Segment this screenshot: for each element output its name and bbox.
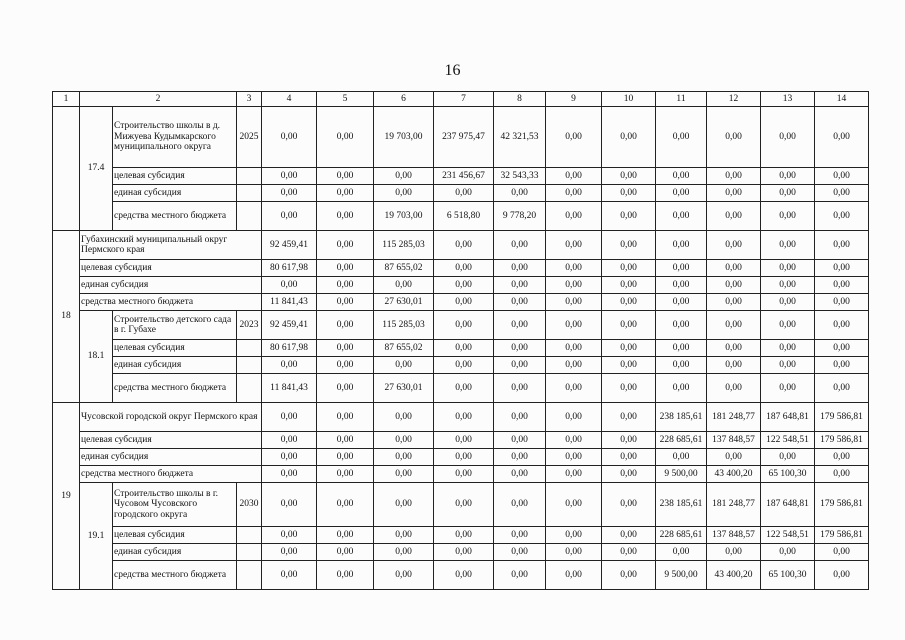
value-cell: 0,00 [546,311,602,340]
value-cell: 0,00 [602,231,656,260]
project-row [53,107,869,168]
value-cell: 0,00 [761,340,815,357]
group-number: 18 [53,231,80,403]
value-cell: 0,00 [374,561,434,590]
value-cell: 0,00 [656,374,707,403]
value-cell: 0,00 [546,202,602,231]
value-cell: 0,00 [761,231,815,260]
project-name: Строительство школы в д. Мижуева Кудымкарского муниципального округа [113,107,237,168]
value-cell: 0,00 [317,483,374,527]
value-cell: 0,00 [374,277,434,294]
value-cell: 181 248,77 [707,403,761,432]
value-cell: 0,00 [707,340,761,357]
funding-row [53,561,869,590]
value-cell: 0,00 [602,294,656,311]
value-cell: 0,00 [434,374,494,403]
value-cell: 228 685,61 [656,527,707,544]
value-cell: 0,00 [262,449,317,466]
value-cell: 0,00 [494,527,546,544]
value-cell: 0,00 [815,294,869,311]
value-cell: 0,00 [317,185,374,202]
column-header-13: 13 [761,92,815,107]
value-cell: 0,00 [434,544,494,561]
value-cell: 87 655,02 [374,260,434,277]
funding-label: единая субсидия [113,357,237,374]
value-cell: 238 185,61 [656,483,707,527]
value-cell: 27 630,01 [374,294,434,311]
value-cell: 0,00 [761,357,815,374]
funding-label: единая субсидия [113,544,237,561]
value-cell: 0,00 [374,544,434,561]
value-cell: 0,00 [546,374,602,403]
value-cell: 0,00 [656,311,707,340]
column-header-2: 2 [80,92,237,107]
project-year: 2023 [237,311,262,340]
municipality-row [53,403,869,432]
municipality-name: Чусовской городской округ Пермского края [80,403,262,432]
value-cell: 0,00 [494,466,546,483]
value-cell: 0,00 [434,432,494,449]
value-cell: 0,00 [494,374,546,403]
group-number [53,107,80,231]
value-cell: 0,00 [707,294,761,311]
project-year: 2030 [237,483,262,527]
value-cell: 0,00 [262,357,317,374]
value-cell: 0,00 [434,357,494,374]
value-cell: 0,00 [815,561,869,590]
value-cell: 0,00 [602,357,656,374]
funding-row [53,260,869,277]
funding-row [53,357,869,374]
project-code: 18.1 [80,311,113,403]
value-cell: 0,00 [494,260,546,277]
value-cell: 0,00 [656,294,707,311]
value-cell: 115 285,03 [374,311,434,340]
value-cell: 0,00 [707,449,761,466]
value-cell: 0,00 [546,260,602,277]
value-cell: 0,00 [262,527,317,544]
value-cell: 0,00 [815,449,869,466]
funding-row [53,466,869,483]
value-cell: 0,00 [761,185,815,202]
value-cell: 228 685,61 [656,432,707,449]
funding-label: средства местного бюджета [113,202,237,231]
year-cell [237,544,262,561]
value-cell: 0,00 [546,527,602,544]
group-number: 19 [53,403,80,590]
column-header-3: 3 [237,92,262,107]
value-cell: 92 459,41 [262,311,317,340]
value-cell: 0,00 [656,357,707,374]
value-cell: 0,00 [602,202,656,231]
value-cell: 0,00 [815,340,869,357]
value-cell: 0,00 [656,260,707,277]
column-header-1: 1 [53,92,80,107]
value-cell: 238 185,61 [656,403,707,432]
value-cell: 0,00 [434,403,494,432]
value-cell: 80 617,98 [262,340,317,357]
value-cell: 11 841,43 [262,294,317,311]
value-cell: 0,00 [656,202,707,231]
value-cell: 0,00 [434,294,494,311]
value-cell: 0,00 [707,311,761,340]
value-cell: 0,00 [602,403,656,432]
page-number: 16 [444,62,461,79]
value-cell: 0,00 [494,231,546,260]
value-cell: 0,00 [434,277,494,294]
value-cell: 0,00 [815,374,869,403]
value-cell: 0,00 [707,357,761,374]
value-cell: 0,00 [434,449,494,466]
value-cell: 0,00 [546,561,602,590]
value-cell: 0,00 [317,202,374,231]
value-cell: 0,00 [374,357,434,374]
value-cell: 0,00 [374,168,434,185]
value-cell: 0,00 [546,168,602,185]
value-cell: 0,00 [656,185,707,202]
year-cell [237,374,262,403]
year-cell [237,168,262,185]
value-cell: 0,00 [434,561,494,590]
value-cell: 0,00 [262,544,317,561]
budget-table [52,91,869,590]
value-cell: 0,00 [494,357,546,374]
value-cell: 0,00 [546,544,602,561]
funding-row [53,527,869,544]
year-cell [237,527,262,544]
value-cell: 0,00 [761,294,815,311]
funding-label: целевая субсидия [80,260,262,277]
value-cell: 27 630,01 [374,374,434,403]
project-code: 19.1 [80,483,113,590]
value-cell: 0,00 [656,168,707,185]
value-cell: 187 648,81 [761,403,815,432]
value-cell: 0,00 [761,544,815,561]
funding-row [53,432,869,449]
value-cell: 0,00 [317,340,374,357]
column-header-6: 6 [374,92,434,107]
value-cell: 11 841,43 [262,374,317,403]
value-cell: 0,00 [434,466,494,483]
value-cell: 0,00 [815,107,869,168]
value-cell: 0,00 [317,107,374,168]
value-cell: 0,00 [815,277,869,294]
value-cell: 0,00 [262,483,317,527]
value-cell: 179 586,81 [815,483,869,527]
value-cell: 0,00 [602,107,656,168]
value-cell: 0,00 [262,561,317,590]
value-cell: 187 648,81 [761,483,815,527]
value-cell: 0,00 [815,185,869,202]
value-cell: 0,00 [546,357,602,374]
funding-label: целевая субсидия [113,168,237,185]
value-cell: 0,00 [546,294,602,311]
municipality-name: Губахинский муниципальный округ Пермского края [80,231,262,260]
value-cell: 0,00 [546,403,602,432]
funding-label: единая субсидия [113,185,237,202]
value-cell: 0,00 [815,168,869,185]
funding-row [53,202,869,231]
value-cell: 0,00 [494,185,546,202]
value-cell: 80 617,98 [262,260,317,277]
value-cell: 0,00 [262,168,317,185]
value-cell: 0,00 [374,527,434,544]
year-cell [237,340,262,357]
value-cell: 0,00 [707,202,761,231]
value-cell: 0,00 [494,294,546,311]
value-cell: 0,00 [434,527,494,544]
value-cell: 0,00 [707,260,761,277]
column-header-4: 4 [262,92,317,107]
value-cell: 0,00 [602,340,656,357]
value-cell: 0,00 [434,231,494,260]
value-cell: 0,00 [815,466,869,483]
value-cell: 0,00 [815,231,869,260]
year-cell [237,357,262,374]
value-cell: 0,00 [602,483,656,527]
value-cell: 0,00 [707,277,761,294]
column-header-12: 12 [707,92,761,107]
value-cell: 0,00 [317,277,374,294]
column-header-5: 5 [317,92,374,107]
value-cell: 179 586,81 [815,403,869,432]
project-name: Строительство школы в г. Чусовом Чусовского городского округа [113,483,237,527]
value-cell: 0,00 [494,483,546,527]
value-cell: 32 543,33 [494,168,546,185]
value-cell: 0,00 [602,374,656,403]
value-cell: 0,00 [374,466,434,483]
value-cell: 0,00 [434,340,494,357]
value-cell: 0,00 [434,311,494,340]
project-row [53,483,869,527]
funding-row [53,277,869,294]
value-cell: 0,00 [317,168,374,185]
value-cell: 0,00 [602,260,656,277]
value-cell: 122 548,51 [761,432,815,449]
value-cell: 0,00 [262,277,317,294]
value-cell: 0,00 [707,107,761,168]
value-cell: 0,00 [707,231,761,260]
value-cell: 6 518,80 [434,202,494,231]
value-cell: 0,00 [707,168,761,185]
value-cell: 0,00 [656,449,707,466]
value-cell: 19 703,00 [374,202,434,231]
value-cell: 0,00 [262,466,317,483]
value-cell: 43 400,20 [707,466,761,483]
value-cell: 0,00 [434,260,494,277]
project-row [53,311,869,340]
funding-row [53,544,869,561]
value-cell: 87 655,02 [374,340,434,357]
value-cell: 65 100,30 [761,466,815,483]
value-cell: 0,00 [317,561,374,590]
value-cell: 0,00 [707,185,761,202]
value-cell: 0,00 [761,168,815,185]
value-cell: 0,00 [602,311,656,340]
project-year: 2025 [237,107,262,168]
value-cell: 0,00 [656,277,707,294]
value-cell: 9 778,20 [494,202,546,231]
value-cell: 0,00 [546,185,602,202]
value-cell: 122 548,51 [761,527,815,544]
year-cell [237,185,262,202]
funding-label: единая субсидия [80,277,262,294]
funding-row [53,449,869,466]
value-cell: 0,00 [602,561,656,590]
value-cell: 0,00 [262,202,317,231]
value-cell: 0,00 [546,277,602,294]
value-cell: 0,00 [656,107,707,168]
value-cell: 0,00 [494,449,546,466]
value-cell: 0,00 [602,466,656,483]
value-cell: 65 100,30 [761,561,815,590]
column-header-14: 14 [815,92,869,107]
value-cell: 179 586,81 [815,432,869,449]
value-cell: 0,00 [602,432,656,449]
funding-label: средства местного бюджета [113,374,237,403]
value-cell: 0,00 [317,294,374,311]
value-cell: 0,00 [317,260,374,277]
value-cell: 0,00 [707,374,761,403]
value-cell: 0,00 [317,432,374,449]
value-cell: 19 703,00 [374,107,434,168]
value-cell: 0,00 [546,340,602,357]
funding-row [53,374,869,403]
value-cell: 0,00 [815,311,869,340]
header-row [53,92,869,107]
column-header-9: 9 [546,92,602,107]
project-code: 17.4 [80,107,113,231]
funding-label: целевая субсидия [113,527,237,544]
value-cell: 0,00 [374,432,434,449]
value-cell: 0,00 [815,260,869,277]
funding-row [53,294,869,311]
municipality-row [53,231,869,260]
value-cell: 0,00 [602,449,656,466]
value-cell: 0,00 [602,168,656,185]
value-cell: 0,00 [602,185,656,202]
funding-label: средства местного бюджета [80,294,262,311]
value-cell: 115 285,03 [374,231,434,260]
column-header-8: 8 [494,92,546,107]
value-cell: 0,00 [317,527,374,544]
funding-row [53,185,869,202]
value-cell: 0,00 [761,202,815,231]
value-cell: 0,00 [317,357,374,374]
value-cell: 0,00 [262,403,317,432]
funding-row [53,340,869,357]
project-name: Строительство детского сада в г. Губахе [113,311,237,340]
value-cell: 0,00 [434,483,494,527]
value-cell: 0,00 [761,374,815,403]
value-cell: 0,00 [815,357,869,374]
value-cell: 0,00 [317,466,374,483]
value-cell: 0,00 [546,231,602,260]
value-cell: 181 248,77 [707,483,761,527]
column-header-11: 11 [656,92,707,107]
value-cell: 0,00 [494,432,546,449]
value-cell: 231 456,67 [434,168,494,185]
value-cell: 0,00 [546,466,602,483]
value-cell: 0,00 [656,231,707,260]
value-cell: 0,00 [602,544,656,561]
value-cell: 43 400,20 [707,561,761,590]
value-cell: 42 321,53 [494,107,546,168]
funding-label: средства местного бюджета [80,466,262,483]
funding-label: средства местного бюджета [113,561,237,590]
value-cell: 0,00 [602,277,656,294]
value-cell: 9 500,00 [656,466,707,483]
value-cell: 0,00 [761,107,815,168]
value-cell: 0,00 [494,311,546,340]
value-cell: 0,00 [494,544,546,561]
value-cell: 0,00 [815,544,869,561]
year-cell [237,202,262,231]
year-cell [237,561,262,590]
column-header-7: 7 [434,92,494,107]
value-cell: 0,00 [262,432,317,449]
value-cell: 0,00 [262,185,317,202]
value-cell: 0,00 [494,403,546,432]
value-cell: 0,00 [546,449,602,466]
value-cell: 0,00 [374,483,434,527]
value-cell: 137 848,57 [707,432,761,449]
value-cell: 179 586,81 [815,527,869,544]
value-cell: 0,00 [374,403,434,432]
value-cell: 0,00 [317,449,374,466]
value-cell: 0,00 [317,231,374,260]
value-cell: 0,00 [317,544,374,561]
value-cell: 0,00 [602,527,656,544]
value-cell: 0,00 [317,311,374,340]
value-cell: 0,00 [494,340,546,357]
value-cell: 0,00 [434,185,494,202]
value-cell: 237 975,47 [434,107,494,168]
value-cell: 0,00 [317,403,374,432]
value-cell: 0,00 [546,107,602,168]
value-cell: 0,00 [546,483,602,527]
value-cell: 137 848,57 [707,527,761,544]
value-cell: 92 459,41 [262,231,317,260]
funding-label: целевая субсидия [80,432,262,449]
column-header-10: 10 [602,92,656,107]
funding-label: целевая субсидия [113,340,237,357]
value-cell: 0,00 [761,260,815,277]
value-cell: 0,00 [656,544,707,561]
value-cell: 0,00 [317,374,374,403]
value-cell: 0,00 [707,544,761,561]
value-cell: 0,00 [262,107,317,168]
funding-row [53,168,869,185]
value-cell: 9 500,00 [656,561,707,590]
value-cell: 0,00 [374,185,434,202]
value-cell: 0,00 [494,561,546,590]
value-cell: 0,00 [546,432,602,449]
value-cell: 0,00 [761,277,815,294]
funding-label: единая субсидия [80,449,262,466]
value-cell: 0,00 [761,449,815,466]
value-cell: 0,00 [494,277,546,294]
value-cell: 0,00 [815,202,869,231]
value-cell: 0,00 [374,449,434,466]
value-cell: 0,00 [761,311,815,340]
value-cell: 0,00 [656,340,707,357]
